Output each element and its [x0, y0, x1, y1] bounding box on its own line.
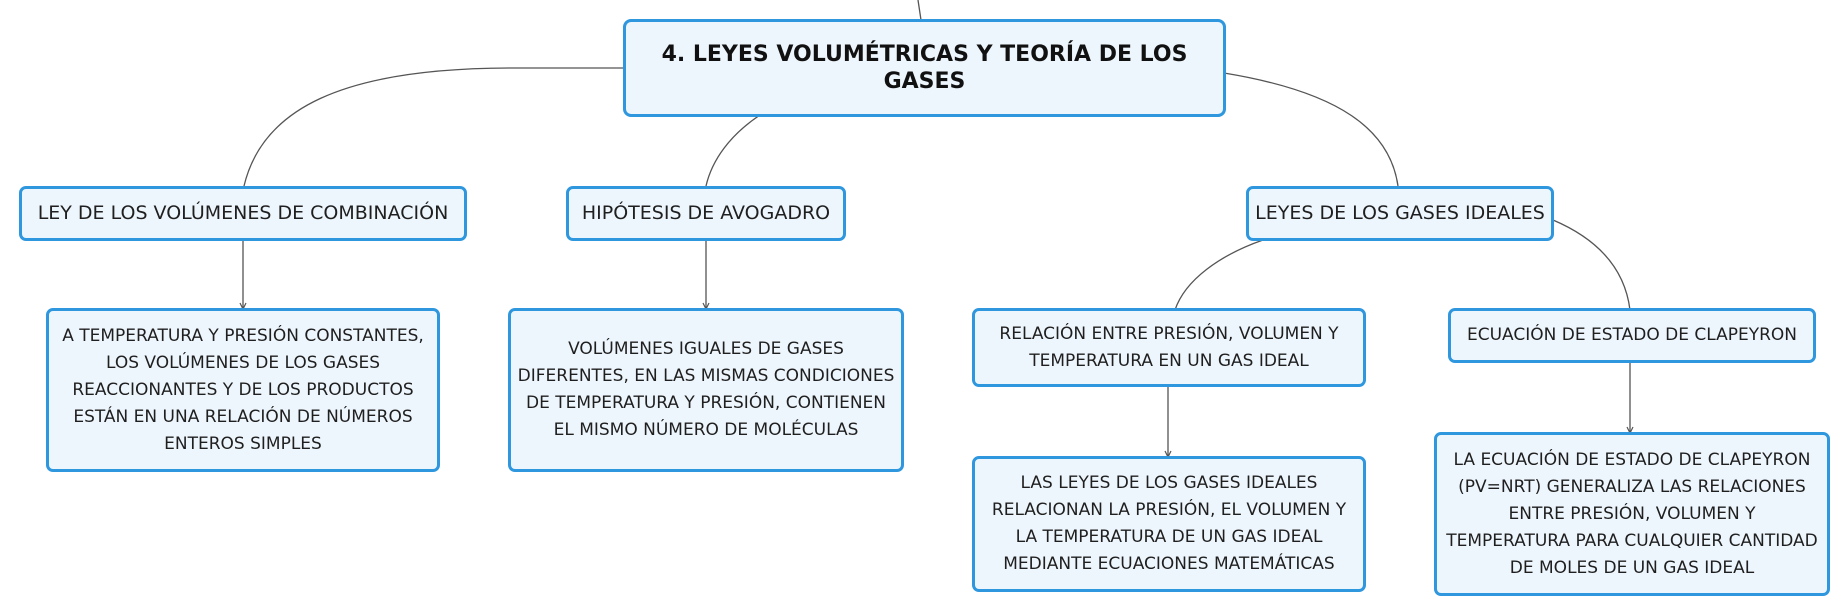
topic-label-volumenes-combinacion: LEY DE LOS VOLÚMENES DE COMBINACIÓN [37, 202, 449, 224]
topic-label-gases-ideales: LEYES DE LOS GASES IDEALES [1255, 202, 1545, 224]
topic-node-ecuacion-clapeyron[interactable] [1448, 308, 1816, 363]
detail-node-relacion-presion-volumen[interactable] [972, 456, 1366, 592]
detail-label-volumenes-combinacion: A TEMPERATURA Y PRESIÓN CONSTANTES, LOS VOLÚMENES DE LOS GASES REACCIONANTES Y DE LOS PRODUCTOS ESTÁN EN UNA RELACIÓN DE NÚMEROS ENTEROS SIMPLES [62, 325, 424, 454]
connector-root-to-avogadro [706, 115, 760, 186]
connector-parent-to-root [918, 0, 921, 20]
root-topic-label: 4. LEYES VOLUMÉTRICAS Y TEORÍA DE LOS GASES [661, 42, 1188, 94]
detail-node-volumenes-combinacion[interactable] [46, 308, 440, 472]
topic-node-hipotesis-avogadro[interactable] [566, 186, 846, 241]
topic-label-ecuacion-clapeyron: ECUACIÓN DE ESTADO DE CLAPEYRON [1467, 325, 1797, 345]
topic-node-volumenes-combinacion[interactable] [19, 186, 467, 241]
detail-label-ecuacion-clapeyron: LA ECUACIÓN DE ESTADO DE CLAPEYRON (PV=NRT) GENERALIZA LAS RELACIONES ENTRE PRESIÓN, VOLUMEN Y TEMPERATURA PARA CUALQUIER CANTIDAD DE MOLES DE UN GAS IDEAL [1446, 449, 1818, 578]
connector-gases-to-relacion [1175, 240, 1263, 310]
detail-label-hipotesis-avogadro: VOLÚMENES IGUALES DE GASES DIFERENTES, EN LAS MISMAS CONDICIONES DE TEMPERATURA Y PRESIÓN, CONTIENEN EL MISMO NÚMERO DE MOLÉCULAS [517, 339, 895, 440]
topic-label-relacion-presion-volumen: RELACIÓN ENTRE PRESIÓN, VOLUMEN Y TEMPERATURA EN UN GAS IDEAL [999, 323, 1339, 371]
detail-node-ecuacion-clapeyron[interactable] [1434, 432, 1830, 596]
connector-gases-to-clapeyron [1553, 220, 1630, 310]
root-topic-node[interactable] [623, 19, 1226, 117]
topic-node-relacion-presion-volumen[interactable] [972, 308, 1366, 387]
topic-node-gases-ideales[interactable] [1246, 186, 1554, 241]
connector-root-to-gases-ideales [1224, 73, 1398, 186]
detail-node-hipotesis-avogadro[interactable] [508, 308, 904, 472]
detail-label-relacion-presion-volumen: LAS LEYES DE LOS GASES IDEALES RELACIONAN LA PRESIÓN, EL VOLUMEN Y LA TEMPERATURA DE UN GAS IDEAL MEDIANTE ECUACIONES MATEMÁTICAS [991, 473, 1347, 574]
topic-label-hipotesis-avogadro: HIPÓTESIS DE AVOGADRO [581, 202, 831, 224]
connector-root-to-volumenes [244, 68, 624, 186]
